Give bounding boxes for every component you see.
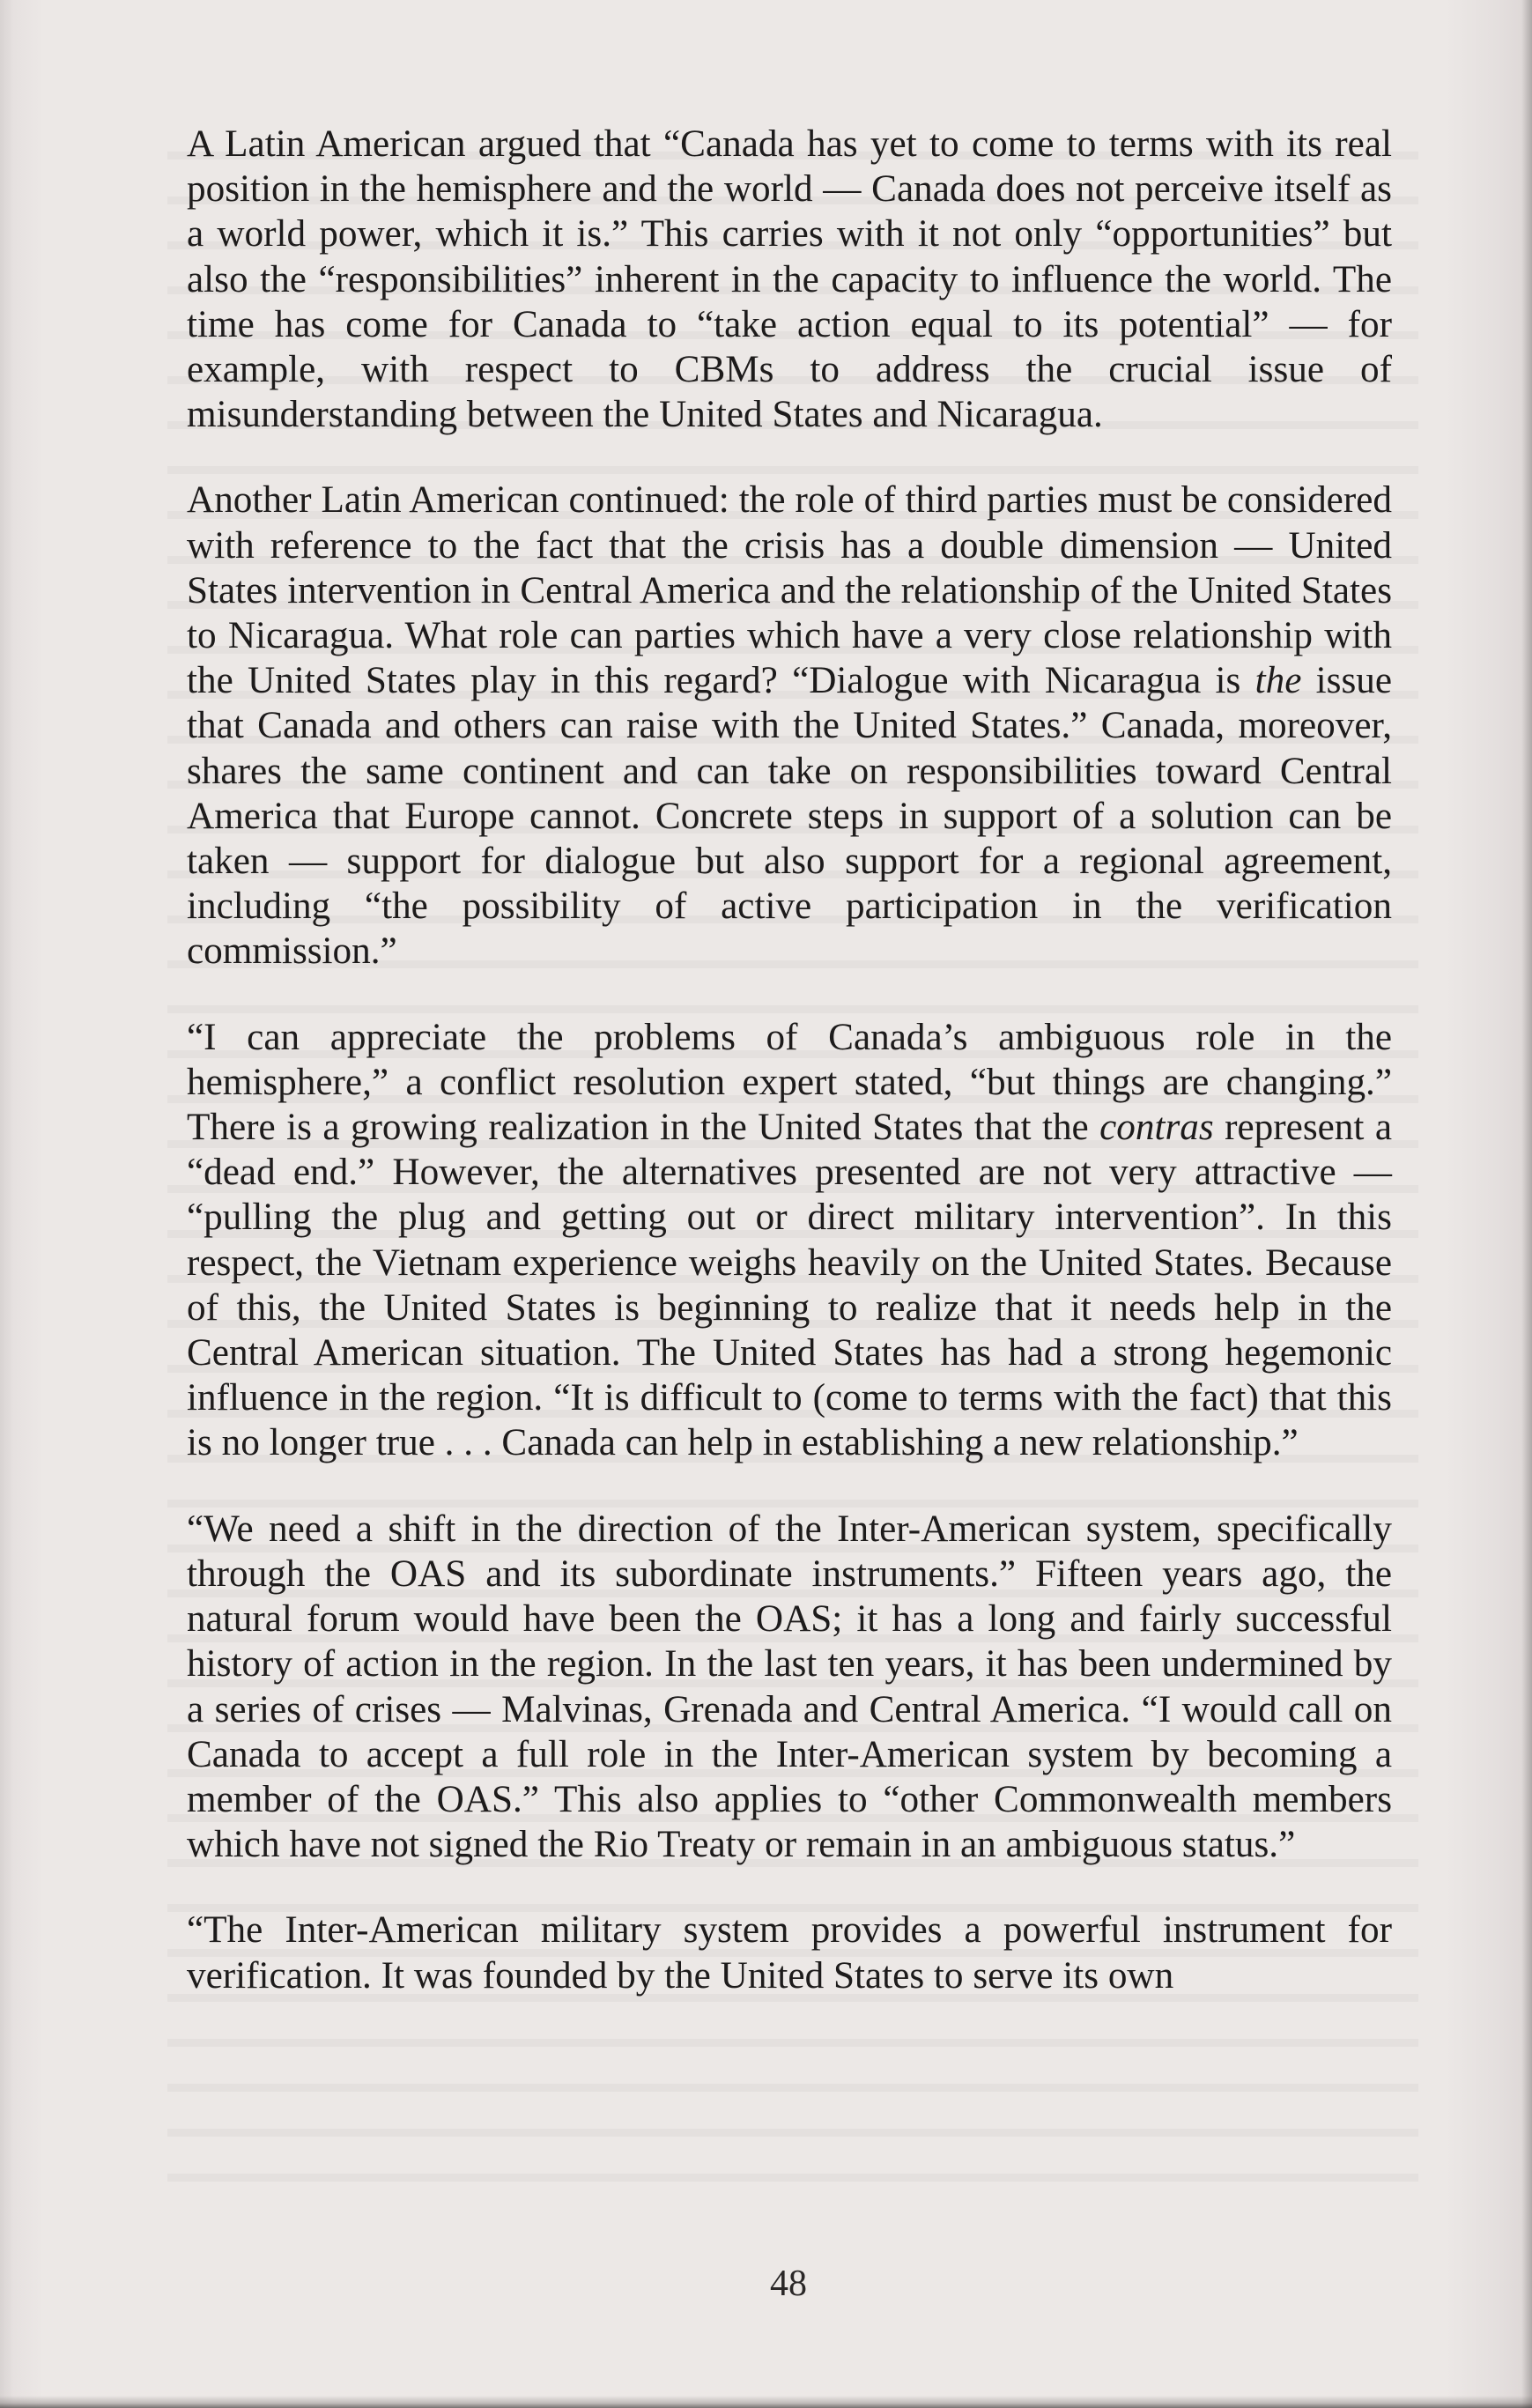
paragraph-2-text-b: issue that Canada and others can raise with the United States.” Canada, moreover, shares the same continent and can take on responsibilities toward Central America that Europe cannot. Concrete steps in support of a solution can be taken — support for dialogue but also support for a regional agreement, including “the possibility of active participation in the verification commission.” <box>187 660 1393 973</box>
body-text <box>187 122 1392 1998</box>
page-number: 48 <box>770 2264 807 2304</box>
page-bottom-edge <box>0 2396 1532 2408</box>
paragraph-2-italic-the: the <box>1254 660 1302 702</box>
paragraph-3-text-a: “I can appreciate the problems of Canada’s ambiguous role in the hemisphere,” a conflict resolution expert stated, “but things are changing.” There is a growing realization in the United States that the <box>187 1016 1392 1149</box>
paragraph-3-text-b: represent a “dead end.” However, the alternatives presented are not very attractive — “pulling the plug and getting out or direct military intervention”. In this respect, the Vietnam experience weighs heavily on the United States. Because of this, the United States is beginning to realize that it needs help in the Central American situation. The United States has had a strong hegemonic influence in the region. “It is difficult to (come to terms with the fact) that this is no longer true . . . Canada can help in establishing a new relationship.” <box>187 1107 1392 1464</box>
paragraph-5 <box>187 1908 1392 1997</box>
paragraph-1 <box>187 122 1392 437</box>
paragraph-3-italic-contras: contras <box>1099 1107 1214 1149</box>
paragraph-5-text: “The Inter-American military system provides a powerful instrument for verification. It was founded by the United States to serve its own <box>187 1909 1392 1997</box>
paragraph-2-text-a: Another Latin American continued: the role of third parties must be considered with reference to the fact that the crisis has a double dimension — United States intervention in Central America and the relationship of the United States to Nicaragua. What role can parties which have a very close relationship with the United States play in this regard? “Dialogue with Nicaragua is <box>187 479 1392 702</box>
paragraph-4-text: “We need a shift in the direction of the Inter-American system, specifically through the OAS and its subordinate instruments.” Fifteen years ago, the natural forum would have been the OAS; it has a long and fairly successful history of action in the region. In the last ten years, it has been undermined by a series of crises — Malvinas, Grenada and Central America. “I would call on Canada to accept a full role in the Inter-American system by becoming a member of the OAS.” This also applies to “other Commonwealth members which have not signed the Rio Treaty or remain in an ambiguous status.” <box>187 1508 1392 1866</box>
paragraph-2 <box>187 478 1392 974</box>
paragraph-4 <box>187 1507 1392 1868</box>
page-right-edge <box>1521 0 1532 2408</box>
paragraph-3 <box>187 1015 1392 1466</box>
paragraph-1-text: A Latin American argued that “Canada has yet to come to terms with its real position in the hemisphere and the world — Canada does not perceive itself as a world power, which it is.” This carries with it not only “opportunities” but also the “responsibilities” inherent in the capacity to influence the world. The time has come for Canada to “take action equal to its potential” — for example, with respect to CBMs to address the crucial issue of misunderstanding between the United States and Nicaragua. <box>187 123 1392 436</box>
